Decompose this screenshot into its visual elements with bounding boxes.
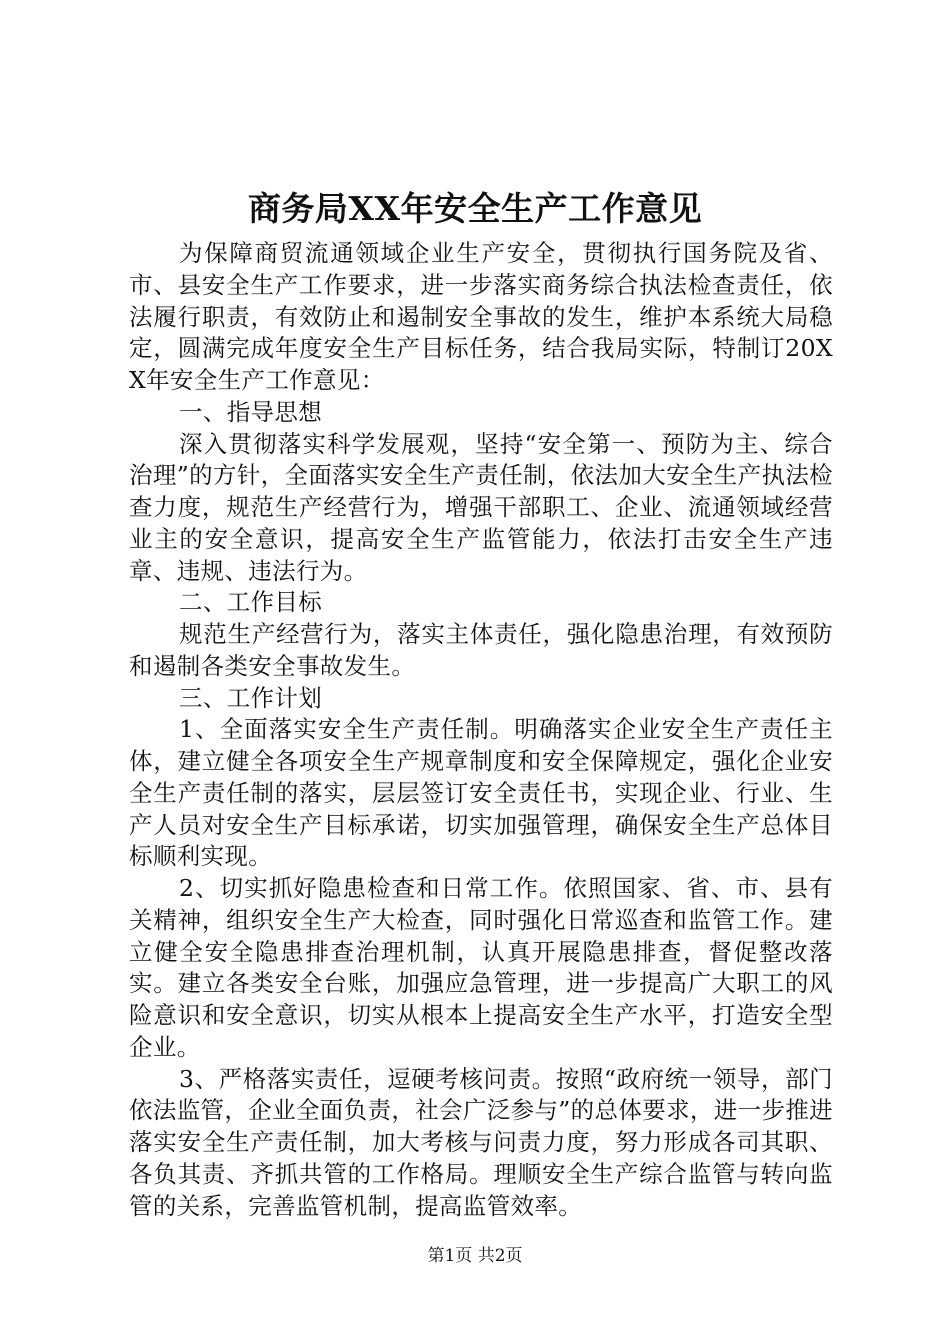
- document-title: 商务局XX年安全生产工作意见: [247, 189, 703, 228]
- work-plan-item-3: 3、严格落实责任，逗硬考核问责。按照“政府统一领导，部门依法监管，企业全面负责，社会广泛参与”的总体要求，进一步推进落实安全生产责任制，加大考核与问责力度，努力形成各司其职、各负其责、齐抓共管的工作格局。理顺安全生产综合监管与转向监管的关系，完善监管机制，提高监管效率。: [129, 1064, 834, 1220]
- section-heading-work-plan: 三、工作计划: [179, 683, 323, 712]
- section-heading-guiding-ideology: 一、指导思想: [179, 397, 323, 426]
- section-paragraph-guiding-ideology: 深入贯彻落实科学发展观，坚持“安全第一、预防为主、综合治理”的方针，全面落实安全生产责任制，依法加大安全生产执法检查力度，规范生产经营行为，增强干部职工、企业、流通领域经营业主的安全意识，提高安全生产监管能力，依法打击安全生产违章、违规、违法行为。: [129, 429, 834, 585]
- page-number-footer: 第1页 共2页: [427, 1246, 523, 1266]
- work-plan-item-2: 2、切实抓好隐患检查和日常工作。依照国家、省、市、县有关精神，组织安全生产大检查，同时强化日常巡查和监管工作。建立健全安全隐患排查治理机制，认真开展隐患排查，督促整改落实。建立各类安全台账，加强应急管理，进一步提高广大职工的风险意识和安全意识，切实从根本上提高安全生产水平，打造安全型企业。: [129, 874, 833, 1061]
- section-heading-work-goals: 二、工作目标: [179, 588, 323, 617]
- work-plan-item-1: 1、全面落实安全生产责任制。明确落实企业安全生产责任主体，建立健全各项安全生产规章制度和安全保障规定，强化企业安全生产责任制的落实，层层签订安全责任书，实现企业、行业、生产人员对安全生产目标承诺，切实加强管理，确保安全生产总体目标顺利实现。: [129, 715, 833, 871]
- intro-paragraph: 为保障商贸流通领域企业生产安全，贯彻执行国务院及省、市、县安全生产工作要求，进一步落实商务综合执法检查责任，依法履行职责，有效防止和遏制安全事故的发生，维护本系统大局稳定，圆满完成年度安全生产目标任务，结合我局实际，特制订20XX年安全生产工作意见：: [129, 239, 833, 394]
- section-paragraph-work-goals: 规范生产经营行为，落实主体责任，强化隐患治理，有效预防和遏制各类安全事故发生。: [129, 620, 833, 680]
- document-body: [129, 238, 833, 1222]
